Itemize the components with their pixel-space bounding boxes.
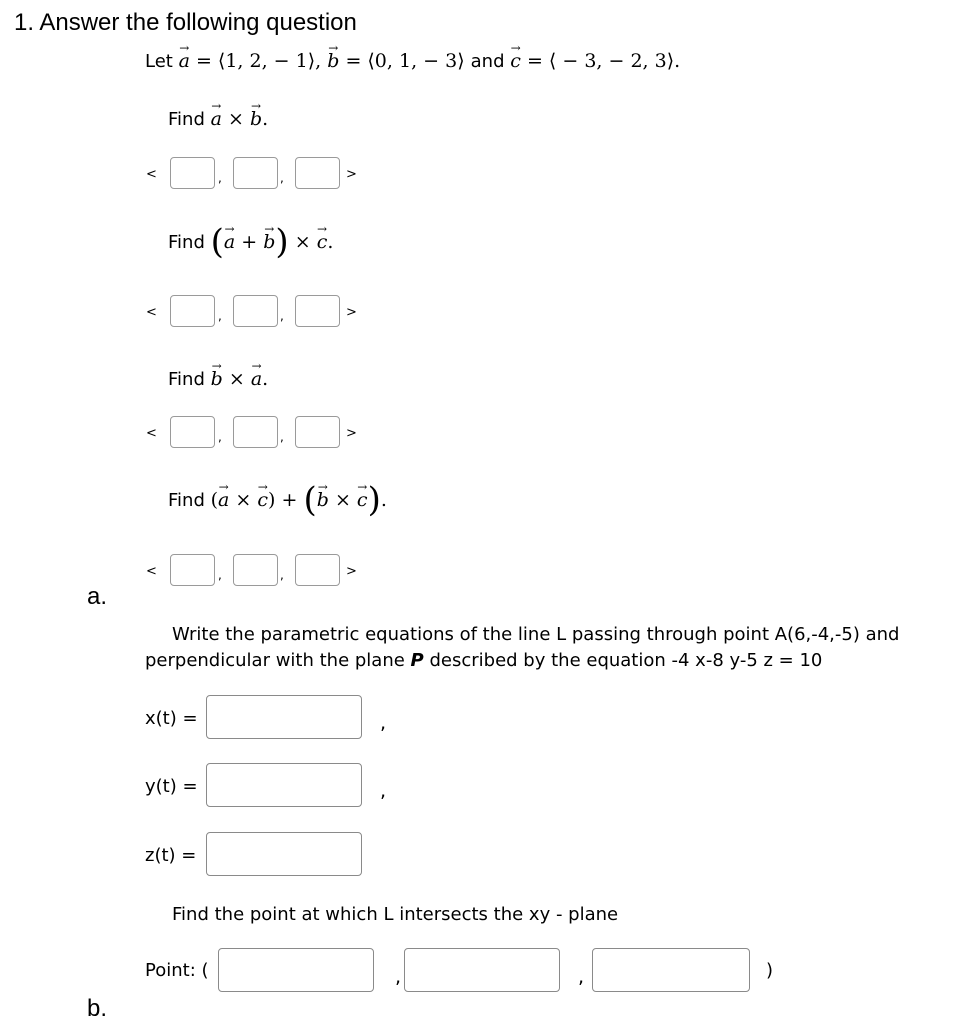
right-angle-bracket: > [346,426,357,441]
point-label [145,958,209,984]
vector-b-symbol: → b [327,48,339,74]
component-separator: , [218,309,222,323]
line-problem-statement-line-1: Write the parametric equations of the line L passing through point A(6,-4,-5) and [172,624,900,645]
right-angle-bracket: > [346,167,357,182]
part-a-label: a. [87,583,108,610]
plus-operator: + [281,489,298,511]
vector-c-symbol: → c [317,229,328,255]
point-z-input[interactable] [592,948,750,992]
component-separator: , [218,171,222,185]
cross-operator: × [334,489,351,511]
z-t-input[interactable] [206,832,362,876]
vector-a-symbol: → a [251,366,262,392]
statement-suffix: described by the equation -4 x-8 y-5 z = 10 [429,650,823,671]
vector-a-definition: = ⟨1, 2, − 1⟩, [195,50,322,72]
open-paren: ( [201,960,209,981]
find-word: Find [168,109,205,130]
vector-c-definition: = ⟨ − 3, − 2, 3⟩. [526,50,681,72]
close-paren: ) [766,960,774,981]
question-title: 1. Answer the following question [14,9,357,36]
sum-of-crosses-component-2-input[interactable] [233,554,278,586]
vector-c-symbol: → c [257,487,268,513]
component-separator: , [280,171,284,185]
a-plus-b-cross-c-component-1-input[interactable] [170,295,215,327]
vector-b-symbol: → b [211,366,223,392]
prompt-b-cross-a [168,366,268,393]
line-problem-statement-line-2 [145,648,822,674]
cross-operator: × [228,368,245,390]
x-t-label: x(t) = [145,708,198,729]
b-cross-a-component-2-input[interactable] [233,416,278,448]
plus-operator: + [241,231,258,253]
point-y-input[interactable] [404,948,560,992]
find-word: Find [168,369,205,390]
cross-operator: × [294,231,311,253]
vector-a-symbol: → a [179,48,190,74]
find-word: Find [168,232,205,253]
x-t-input[interactable] [206,695,362,739]
period: . [262,108,269,130]
component-separator: , [280,568,284,582]
statement-prefix: perpendicular with the plane [145,650,405,671]
left-angle-bracket: < [146,426,157,441]
z-t-label: z(t) = [145,845,197,866]
find-word: Find [168,490,205,511]
vector-c-symbol: → c [357,487,368,513]
intersection-prompt: Find the point at which L intersects the xy - plane [172,904,619,925]
cross-operator: × [235,489,252,511]
b-cross-a-component-3-input[interactable] [295,416,340,448]
vector-a-symbol: → a [224,229,235,255]
a-plus-b-cross-c-component-2-input[interactable] [233,295,278,327]
left-angle-bracket: < [146,564,157,579]
a-cross-b-component-1-input[interactable] [170,157,215,189]
cross-operator: × [228,108,244,130]
period: . [380,489,387,511]
a-cross-b-component-3-input[interactable] [295,157,340,189]
and-word: and [470,51,505,72]
vector-a-symbol: → a [218,487,229,513]
component-separator: , [218,568,222,582]
component-separator: , [280,430,284,444]
plane-name: P [410,650,424,671]
vector-b-symbol: → b [250,106,262,132]
y-t-label: y(t) = [145,776,198,797]
component-separator: , [218,430,222,444]
point-word: Point: [145,960,196,981]
period: . [262,368,269,390]
vector-b-definition: = ⟨0, 1, − 3⟩ [345,50,465,72]
period: . [327,231,334,253]
b-cross-a-component-1-input[interactable] [170,416,215,448]
component-separator: , [280,309,284,323]
y-t-input[interactable] [206,763,362,807]
sum-of-crosses-component-3-input[interactable] [295,554,340,586]
prompt-a-cross-c-plus-b-cross-c: Find (→ a × → c) + (→ b × → c). [168,487,387,514]
sum-of-crosses-component-1-input[interactable] [170,554,215,586]
prompt-a-cross-b [168,106,268,133]
left-angle-bracket: < [146,305,157,320]
a-cross-b-component-2-input[interactable] [233,157,278,189]
vector-a-symbol: → a [211,106,222,132]
a-plus-b-cross-c-component-3-input[interactable] [295,295,340,327]
vector-c-symbol: → c [510,48,521,74]
point-x-input[interactable] [218,948,374,992]
prompt-a-plus-b-cross-c: Find (→ a + → b) × → c. [168,229,333,256]
left-angle-bracket: < [146,167,157,182]
right-angle-bracket: > [346,305,357,320]
part-b-label: b. [87,995,108,1022]
comma: , [380,712,387,734]
comma: , [380,780,387,802]
vector-b-symbol: → b [317,487,329,513]
let-word: Let [145,51,173,72]
right-angle-bracket: > [346,564,357,579]
given-vectors [145,48,680,75]
comma: , [395,966,402,988]
vector-b-symbol: → b [263,229,275,255]
comma: , [578,966,585,988]
